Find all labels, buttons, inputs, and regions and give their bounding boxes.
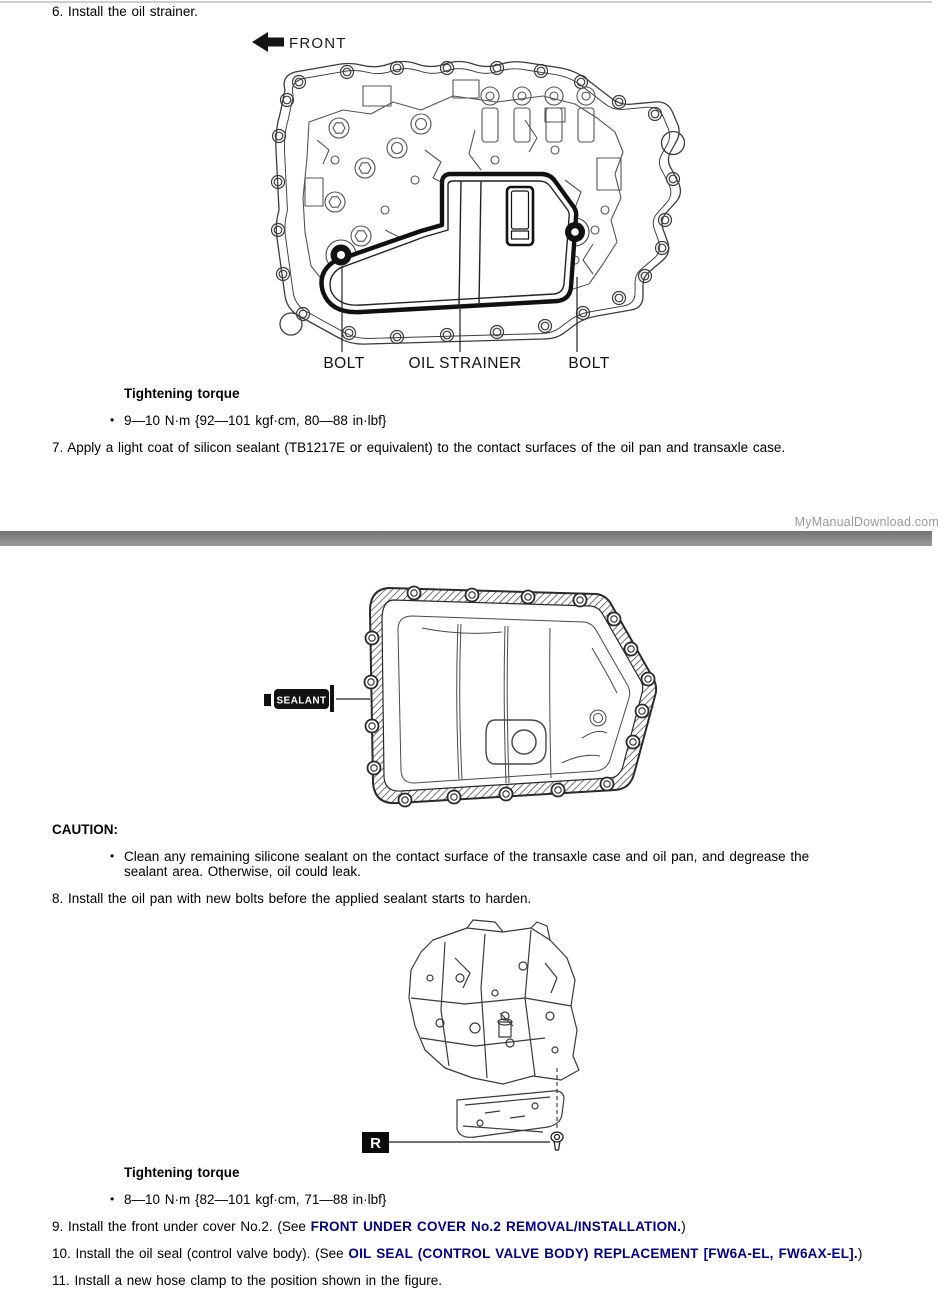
torque1-value: • 9—10 N·m {92—101 kgf·cm, 80—88 in·lbf}	[124, 413, 387, 428]
torque1-heading: Tightening torque	[124, 386, 240, 401]
step-10-prefix: 10. Install the oil seal (control valve body). (See	[52, 1246, 349, 1261]
torque2-bullet	[110, 1192, 386, 1207]
pan-bolt-icon	[551, 1132, 563, 1150]
transaxle-body	[409, 920, 579, 1084]
step-10-suffix: )	[857, 1246, 863, 1261]
front-arrow-icon	[252, 32, 284, 52]
sealant-badge	[264, 685, 370, 712]
strainer-bolt-right	[565, 222, 585, 242]
caution-bullet	[110, 849, 850, 879]
watermark: MyManualDownload.com	[794, 515, 939, 529]
bolt-left-label: BOLT	[323, 355, 365, 372]
oil-strainer-outline	[322, 174, 590, 312]
oil-pan-sealant-diagram	[262, 578, 662, 813]
step-9-text	[52, 1219, 686, 1235]
strainer-bolt-left	[331, 245, 352, 266]
oil-strainer-label: OIL STRAINER	[408, 355, 522, 372]
caution-heading: CAUTION:	[52, 822, 118, 837]
r-badge	[362, 1132, 550, 1153]
oil-strainer-diagram	[245, 28, 697, 376]
torque1-bullet	[110, 413, 386, 428]
step-10-text	[52, 1246, 862, 1262]
torque2-value: • 8—10 N·m {82—101 kgf·cm, 71—88 in·lbf}	[124, 1192, 387, 1207]
transaxle-oil-pan-diagram	[345, 918, 600, 1163]
pan-interior-detail	[398, 616, 630, 783]
r-label: R	[370, 1135, 381, 1152]
step-9-prefix: 9. Install the front under cover No.2. (See	[52, 1219, 311, 1234]
front-label: FRONT	[289, 35, 347, 52]
front-under-cover-link[interactable]: FRONT UNDER COVER No.2 REMOVAL/INSTALLATION.	[310, 1219, 682, 1234]
step-9-suffix: )	[681, 1219, 686, 1234]
bolt-right-label: BOLT	[568, 355, 610, 372]
step-7-text: 7. Apply a light coat of silicon sealant (TB1217E or equivalent) to the contact surfaces of the oil pan and transaxle case.	[52, 440, 786, 455]
sealant-label: SEALANT	[276, 695, 327, 707]
step-11-text: 11. Install a new hose clamp to the position shown in the figure.	[52, 1273, 442, 1288]
step-8-text: 8. Install the oil pan with new bolts before the applied sealant starts to harden.	[52, 891, 532, 906]
oil-seal-replacement-link[interactable]: OIL SEAL (CONTROL VALVE BODY) REPLACEMENT [FW6A-EL, FW6AX-EL].	[348, 1246, 858, 1261]
page-divider	[0, 531, 932, 546]
oil-pan-3d	[457, 1091, 564, 1137]
solenoid-row	[481, 87, 595, 142]
step-6-text: 6. Install the oil strainer.	[52, 4, 198, 19]
caution-text: • Clean any remaining silicone sealant on the contact surface of the transaxle case and oil pan, and degrease the sealant area. Otherwise, oil could leak.	[124, 849, 810, 879]
strainer-filter-window	[507, 187, 533, 245]
top-hairline	[0, 1, 932, 3]
torque2-heading: Tightening torque	[124, 1165, 240, 1180]
